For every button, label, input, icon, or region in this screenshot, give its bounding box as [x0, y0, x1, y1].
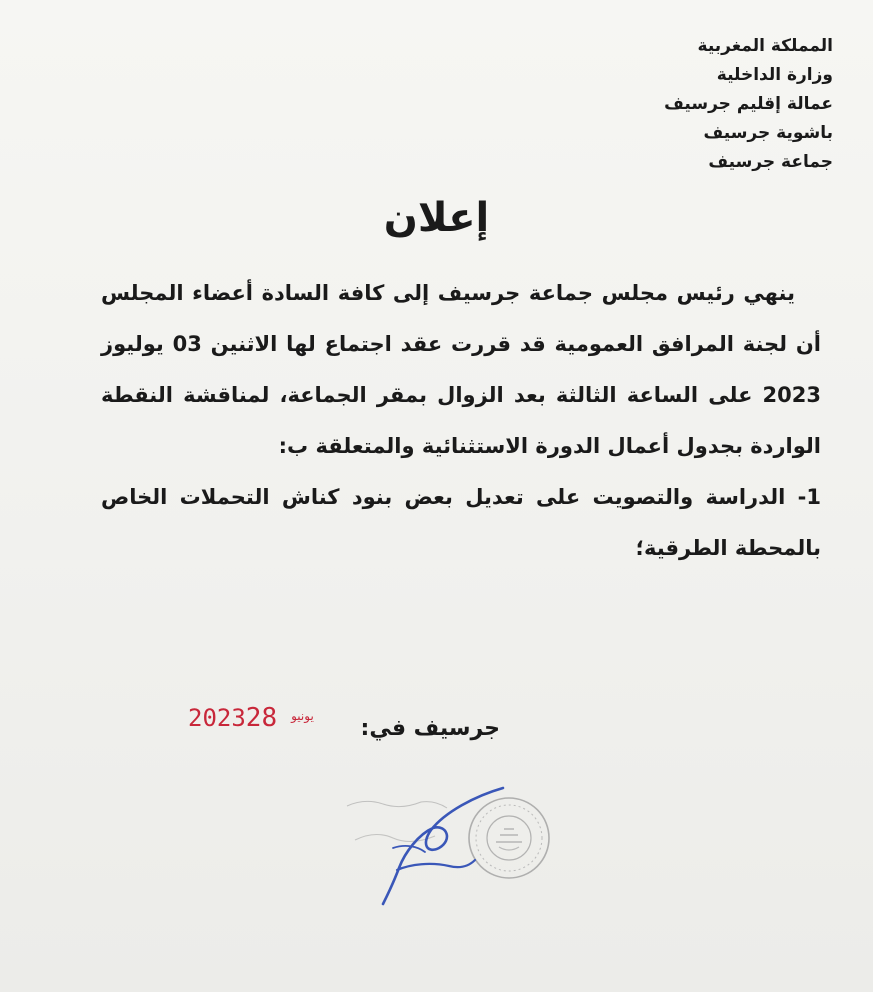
document-title: إعلان: [383, 195, 490, 241]
letterhead-commune: جماعة جرسيف: [708, 152, 833, 172]
letterhead-kingdom: المملكة المغربية: [697, 36, 833, 56]
announcement-paragraph: ينهي رئيس مجلس جماعة جرسيف إلى كافة السادة أعضاء المجلس أن لجنة المرافق العمومية قد قررت عقد اجتماع لها الاثنين 03 يوليوز 2023 على الساعة الثالثة بعد الزوال بمقر الجماعة، لمناقشة النقطة الواردة بجدول أعمال الدورة الاستثنائية والمتعلقة ب:: [101, 281, 821, 458]
letterhead-ministry: وزارة الداخلية: [716, 65, 833, 85]
letterhead-pashalik: باشوية جرسيف: [703, 123, 833, 143]
date-stamp-year: 2023: [188, 704, 246, 732]
place-date-label: جرسيف في:: [360, 716, 500, 741]
date-stamp-month: يونيو: [291, 709, 314, 723]
handwritten-signature: [335, 778, 515, 908]
agenda-item: [101, 472, 821, 574]
date-stamp-day: 28: [245, 703, 278, 733]
announcement-body: [101, 268, 821, 574]
agenda-item-number: 1-: [797, 485, 822, 509]
date-stamp: [188, 703, 324, 733]
agenda-item-text: الدراسة والتصويت على تعديل بعض بنود كناش التحملات الخاص بالمحطة الطرقية؛: [101, 485, 821, 560]
letterhead: [613, 32, 833, 177]
letterhead-province: عمالة إقليم جرسيف: [664, 94, 833, 114]
